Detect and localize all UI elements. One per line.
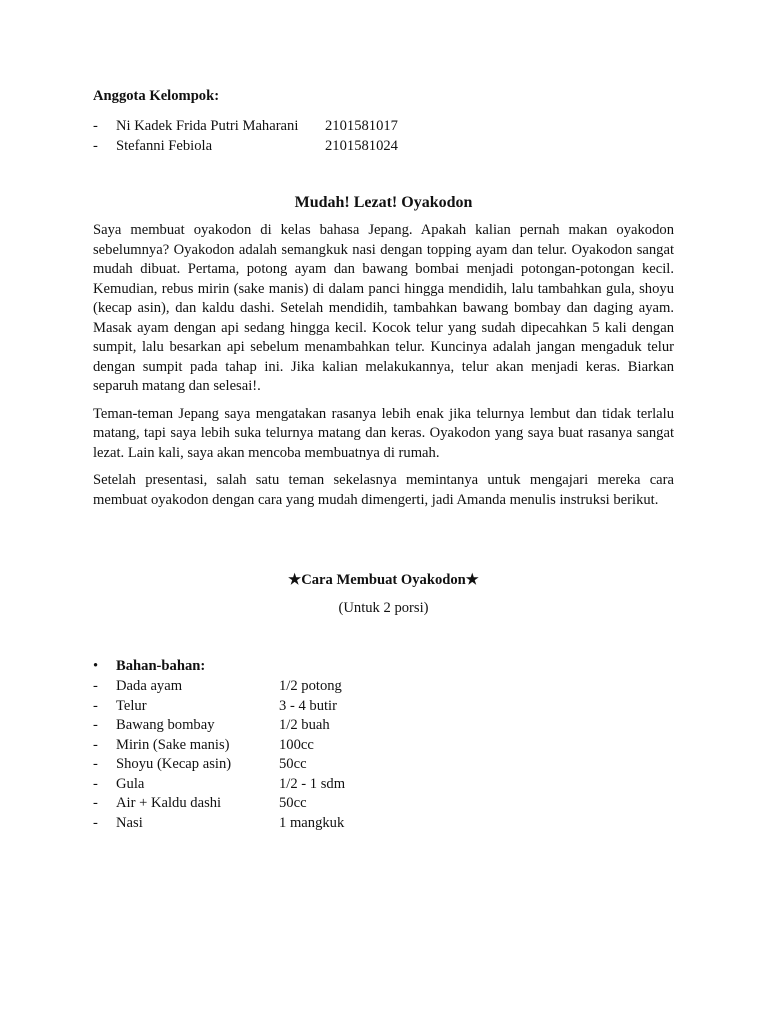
paragraph: Setelah presentasi, salah satu teman sekelasnya memintanya untuk mengajari mereka cara membuat oyakodon dengan cara yang mudah dimengerti, jadi Amanda menulis instruksi berikut. xyxy=(93,472,674,508)
list-dash: - xyxy=(93,756,98,772)
member-name: Ni Kadek Frida Putri Maharani xyxy=(116,118,299,134)
paragraph: Teman-teman Jepang saya mengatakan rasanya lebih enak jika telurnya lembut dan tidak terlalu matang, tapi saya lebih suka telurnya matang dan keras. Oyakodon yang saya buat rasanya sangat lezat. Lain kali, saya akan mencoba membuatnya di rumah. xyxy=(93,405,674,461)
list-dash: - xyxy=(93,118,98,134)
ingredient-row xyxy=(93,755,345,775)
list-dash: - xyxy=(93,697,98,714)
ingredient-name: Dada ayam xyxy=(116,678,183,694)
ingredient-row xyxy=(93,716,345,736)
paragraph: Saya membuat oyakodon di kelas bahasa Jepang. Apakah kalian pernah makan oyakodon sebelumnya? Oyakodon adalah semangkuk nasi dengan topping ayam dan telur. Oyakodon sangat mudah dibuat. Pertama, potong ayam dan bawang bombai menjadi potongan-potongan kecil. Kemudian, rebus mirin (sake manis) di dalam panci hingga mendidih, lalu tambahkan gula, shoyu (kecap asin), dan kaldu dashi. Setelah mendidih, tambahkan bawang bombay dan daging ayam. Masak ayam dengan api sedang hingga kecil. Kocok telur yang sudah dipecahkan 5 kali dengan sumpit, lalu besarkan api sebelum menambahkan telur. Kuncinya adalah jangan mengaduk telur dengan sumpit pada tahap ini. Jika kalian melakukannya, telur akan menjadi keras. Biarkan separuh matang dan selesai!. xyxy=(93,222,674,394)
ingredient-row xyxy=(93,677,345,697)
ingredient-amount: 1/2 potong xyxy=(279,678,342,694)
list-dash: - xyxy=(93,775,98,792)
list-dash: - xyxy=(93,736,98,753)
body-text xyxy=(93,221,674,518)
members-heading: Anggota Kelompok: xyxy=(93,88,220,104)
recipe-subtitle: (Untuk 2 porsi) xyxy=(338,600,429,616)
ingredient-amount: 50cc xyxy=(279,756,307,772)
list-dash: - xyxy=(93,795,98,811)
ingredient-row xyxy=(93,794,345,814)
document-title: Mudah! Lezat! Oyakodon xyxy=(294,194,473,211)
list-dash: - xyxy=(93,678,98,694)
member-row xyxy=(93,137,398,157)
bullet-icon: • xyxy=(93,658,99,674)
ingredient-name: Bawang bombay xyxy=(116,717,215,733)
ingredient-name: Gula xyxy=(116,775,145,792)
ingredient-amount: 1 mangkuk xyxy=(279,814,345,831)
ingredient-row xyxy=(93,697,345,717)
member-name: Stefanni Febiola xyxy=(116,137,213,154)
ingredient-name: Shoyu (Kecap asin) xyxy=(116,756,232,772)
ingredient-row xyxy=(93,736,345,756)
ingredient-name: Telur xyxy=(116,697,147,714)
ingredient-row xyxy=(93,814,345,834)
members-list xyxy=(93,117,398,156)
recipe-title: ★Cara Membuat Oyakodon★ xyxy=(288,572,479,588)
ingredients-heading xyxy=(93,657,205,677)
ingredient-amount: 3 - 4 butir xyxy=(279,697,337,714)
ingredient-amount: 50cc xyxy=(279,795,307,811)
list-dash: - xyxy=(93,137,98,154)
ingredient-amount: 1/2 - 1 sdm xyxy=(279,775,346,792)
ingredient-amount: 1/2 buah xyxy=(279,717,330,733)
list-dash: - xyxy=(93,814,98,831)
ingredient-amount: 100cc xyxy=(279,736,314,753)
ingredient-name: Mirin (Sake manis) xyxy=(116,736,230,753)
member-row xyxy=(93,117,398,137)
member-id: 2101581017 xyxy=(325,118,398,134)
ingredient-name: Nasi xyxy=(116,814,143,831)
list-dash: - xyxy=(93,717,98,733)
ingredients-heading-label: Bahan-bahan: xyxy=(116,658,206,674)
ingredients-list xyxy=(93,677,345,833)
member-id: 2101581024 xyxy=(325,137,398,154)
ingredient-name: Air + Kaldu dashi xyxy=(116,795,222,811)
ingredient-row xyxy=(93,775,345,795)
